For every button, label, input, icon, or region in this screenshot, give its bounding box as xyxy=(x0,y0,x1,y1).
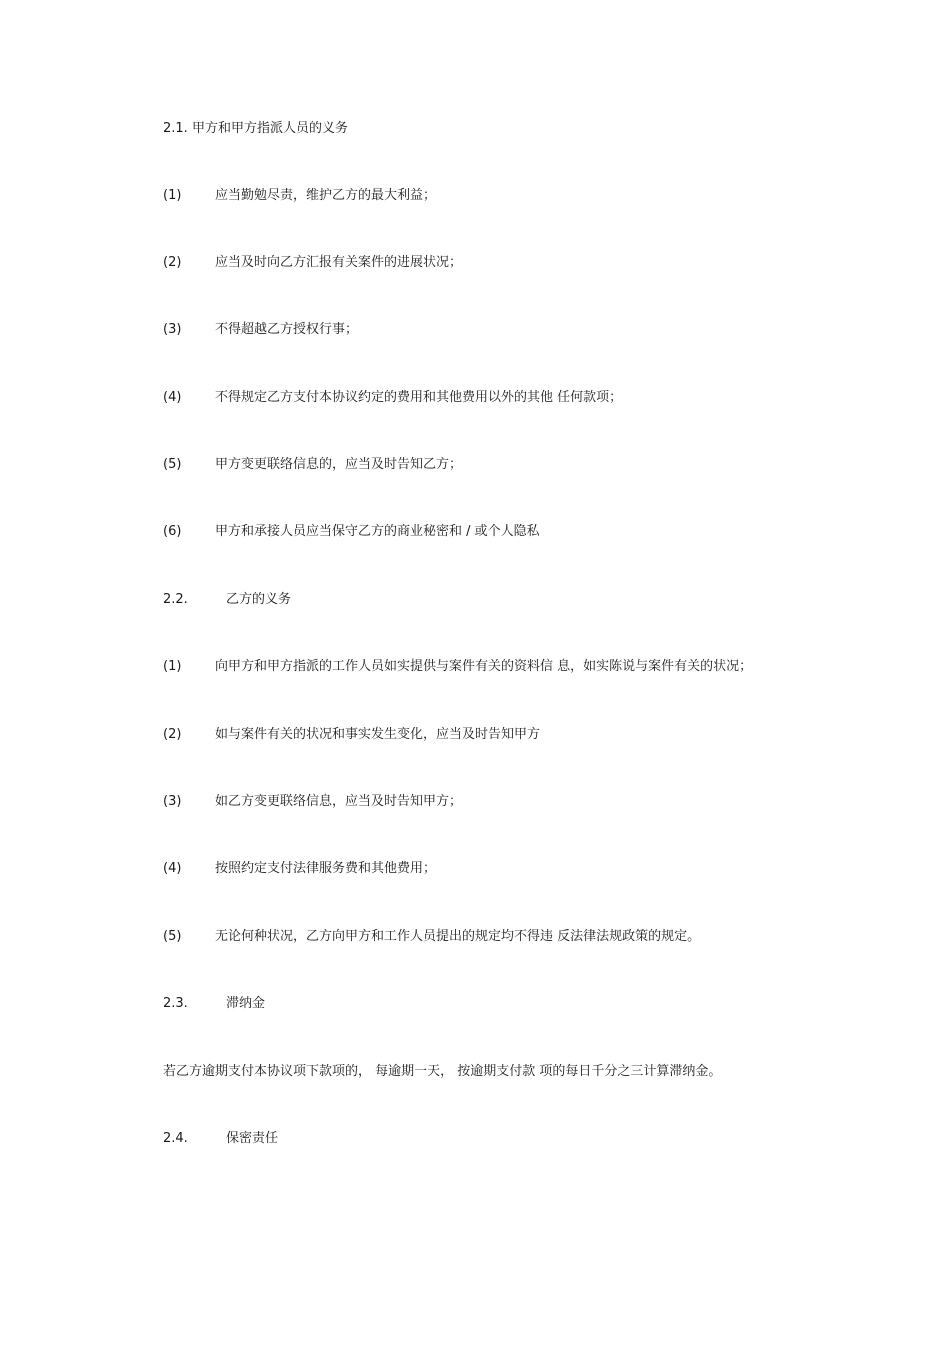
list-item xyxy=(163,928,700,946)
section-2-4-heading xyxy=(163,1130,278,1148)
section-title: 滞纳金 xyxy=(226,996,266,1011)
item-text: 应当勤勉尽责，维护乙方的最大利益； xyxy=(215,188,437,203)
section-number: 2.4. xyxy=(163,1131,188,1146)
list-item xyxy=(163,793,462,811)
list-item xyxy=(163,456,462,474)
list-item xyxy=(163,860,436,878)
section-number: 2.3. xyxy=(163,996,188,1011)
item-text: 不得超越乙方授权行事； xyxy=(215,322,359,337)
item-text: 如与案件有关的状况和事实发生变化，应当及时告知甲方 xyxy=(215,727,541,742)
item-text: 甲方变更联络信息的，应当及时告知乙方； xyxy=(215,457,463,472)
item-text: 甲方和承接人员应当保守乙方的商业秘密和 / 或个人隐私 xyxy=(215,524,540,539)
list-item xyxy=(163,254,462,272)
item-number: (4) xyxy=(163,390,182,405)
item-text: 向甲方和甲方指派的工作人员如实提供与案件有关的资料信 息，如实陈说与案件有关的状况； xyxy=(215,659,753,674)
section-2-1-heading xyxy=(163,120,348,138)
item-number: (1) xyxy=(163,659,182,674)
item-number: (1) xyxy=(163,188,182,203)
item-text: 如乙方变更联络信息，应当及时告知甲方； xyxy=(215,794,463,809)
section-2-3-heading xyxy=(163,995,265,1013)
list-item xyxy=(163,187,436,205)
list-item xyxy=(163,389,622,407)
item-text: 不得规定乙方支付本协议约定的费用和其他费用以外的其他 任何款项； xyxy=(215,390,623,405)
section-title: 乙方的义务 xyxy=(226,592,292,607)
section-title: 保密责任 xyxy=(226,1131,279,1146)
item-number: (5) xyxy=(163,457,182,472)
item-text: 应当及时向乙方汇报有关案件的进展状况； xyxy=(215,255,463,270)
late-fee-paragraph xyxy=(163,1063,721,1081)
item-text: 无论何种状况，乙方向甲方和工作人员提出的规定均不得违 反法律法规政策的规定。 xyxy=(215,929,701,944)
item-number: (5) xyxy=(163,929,182,944)
item-number: (3) xyxy=(163,322,182,337)
paragraph-text: 若乙方逾期支付本协议项下款项的， 每逾期一天， 按逾期支付款 项的每日千分之三计算滞纳金。 xyxy=(163,1064,722,1079)
list-item xyxy=(163,726,540,744)
item-number: (2) xyxy=(163,727,182,742)
section-2-2-heading xyxy=(163,591,291,609)
item-number: (2) xyxy=(163,255,182,270)
item-number: (3) xyxy=(163,794,182,809)
section-number: 2.2. xyxy=(163,592,188,607)
item-number: (4) xyxy=(163,861,182,876)
item-number: (6) xyxy=(163,524,182,539)
list-item xyxy=(163,523,540,541)
list-item xyxy=(163,658,752,676)
section-2-1-heading-text: 2.1. 甲方和甲方指派人员的义务 xyxy=(163,121,348,136)
item-text: 按照约定支付法律服务费和其他费用； xyxy=(215,861,437,876)
list-item xyxy=(163,321,358,339)
